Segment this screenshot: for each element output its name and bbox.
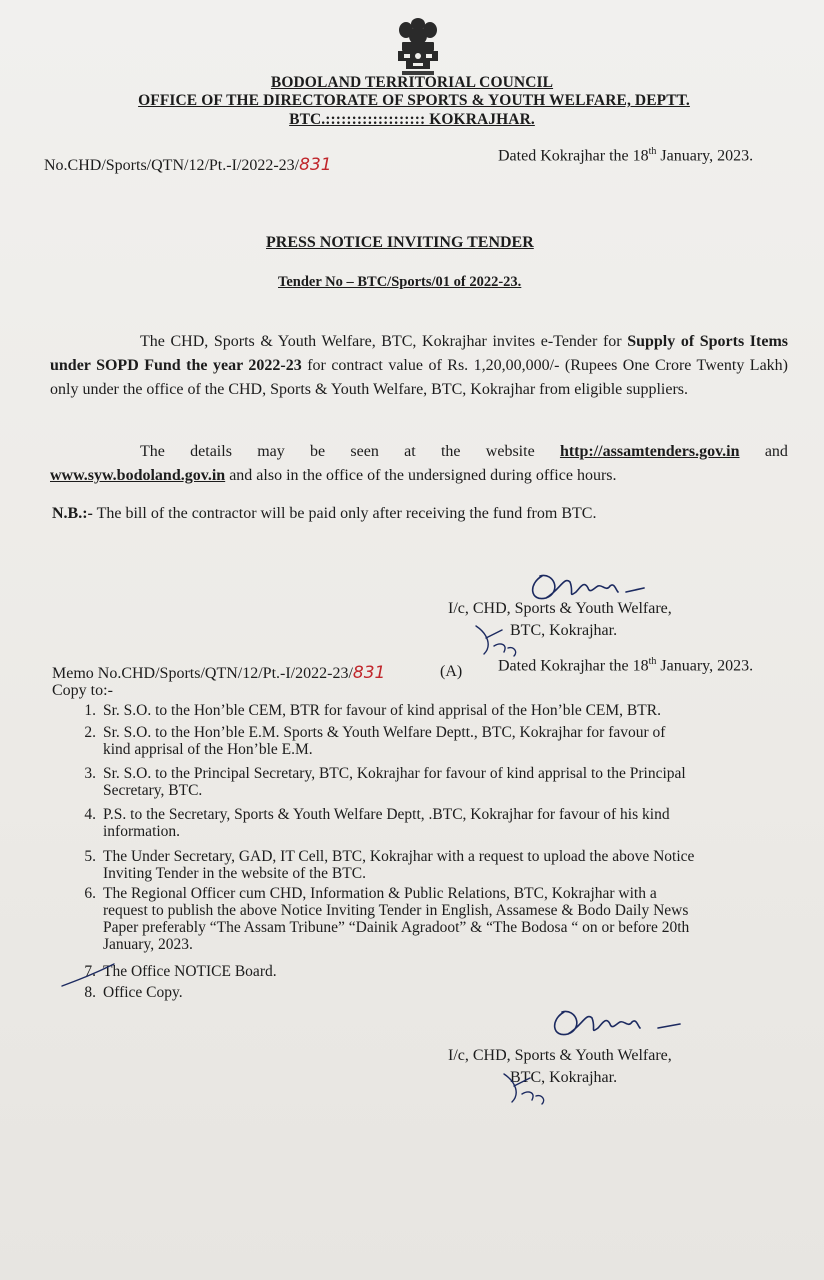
assam-tenders-link[interactable]: http://assamtenders.gov.in [559, 443, 740, 460]
signatory-office: BTC, Kokrajhar. [510, 622, 618, 639]
word: the [440, 443, 461, 460]
word: The [140, 443, 165, 460]
word: seen [350, 443, 379, 460]
memo-date: Dated Kokrajhar the 18th January, 2023. [498, 656, 754, 675]
handwritten-memo-number: 831 [352, 663, 386, 683]
initials-scribble [496, 1064, 566, 1114]
reference-number: No.CHD/Sports/QTN/12/Pt.-I/2022-23/831 [44, 155, 332, 175]
signatory-office: BTC, Kokrajhar. [510, 1069, 618, 1086]
office-name: OFFICE OF THE DIRECTORATE OF SPORTS & YOUTH WELFARE, DEPTT. [138, 92, 690, 109]
signature-scribble [538, 1000, 688, 1050]
syw-bodoland-link[interactable]: www.syw.bodoland.gov.in [50, 467, 226, 484]
signatory-title: I/c, CHD, Sports & Youth Welfare, [448, 1047, 672, 1064]
pen-mark [58, 960, 128, 990]
nb-note: N.B.:- The bill of the contractor will be paid only after receiving the fund from BTC. [52, 505, 597, 522]
handwritten-number: 831 [299, 155, 332, 175]
office-location: BTC.::::::::::::::::::: KOKRAJHAR. [289, 111, 535, 128]
notice-title: PRESS NOTICE INVITING TENDER [266, 234, 534, 251]
document-page: BODOLAND TERRITORIAL COUNCIL OFFICE OF THE DIRECTORATE OF SPORTS & YOUTH WELFARE, DEPTT. BTC.::::::::::::::::::: KOKRAJHAR. No.CHD/Sports/QTN/12/Pt.-I/2022-23/831 Dated Kokrajhar the 18th January, 2023. PRESS NOTICE INVITING TENDER Tender No – BTC/Sports/01 of 2022-23. The CHD, Sports & Youth Welfare, BTC, Kokrajhar invites e-Tender for Supply of Sports Items under SOPD Fund the year 2022-23 for contract value of Rs. 1,20,00,000/- (Rupees One Crore Twenty Lakh) only under the office of the CHD, Sports & Youth Welfare, BTC, Kokrajhar from eligible suppliers. The details may be seen at the website http://assamtenders.gov.in and www.syw.bodoland.gov.in and also in the office of the undersigned during office hours. N.B.:- The bill of the contractor will be paid only after receiving the fund from BTC. I/c, CHD, Sports & Youth Welfare, BTC, Kokrajhar. Memo No.CHD/Sports/QTN/12/Pt.-I/2022-23/831 (A) Dated Kokrajhar the 18th January, 2023. Copy to:- 1. Sr. S.O. to the Hon’ble CEM, BTR for favour of kind apprisal of the Hon’ble CEM, BTR. 2. Sr. S.O. to the Hon’ble E.M. Sports & Youth Welfare Deptt., BTC, Kokrajhar for favour of kind apprisal of the Hon’ble E.M. 3. Sr. S.O. to the Principal Secretary, BTC, Kokrajhar for favour of kind apprisal to the Principal Secretary, BTC. 4. P.S. to the Secretary, Sports & Youth Welfare Deptt, .BTC, Kokrajhar for favour of his kind information. 5. The Under Secretary, GAD, IT Cell, BTC, Kokrajhar with a request to upload the above Notice Inviting Tender in the website of the BTC. 6. The Regional Officer cum CHD, Information & Public Relations, BTC, Kokrajhar with a request to publish the above Notice Inviting Tender in English, Assamese & Bodo Daily News Paper preferably “The Assam Tribune” “Dainik Agradoot” & “The Bodosa “ on or before 20th January, 2023. 7. The Office NOTICE Board. 8. Office Copy. I/c, CHD, Sports & Youth Welfare, BTC, Kokrajhar. [0, 0, 824, 1280]
copy-to-label: Copy to:- [52, 682, 113, 699]
word: at [404, 443, 416, 460]
council-name: BODOLAND TERRITORIAL COUNCIL [270, 74, 554, 91]
word: and [764, 443, 788, 460]
reference-date: Dated Kokrajhar the 18th January, 2023. [498, 146, 754, 165]
word: website [485, 443, 535, 460]
signatory-title: I/c, CHD, Sports & Youth Welfare, [448, 600, 672, 617]
word: details [190, 443, 232, 460]
paragraph-website: The details may be seen at the website http://assamtenders.gov.in and www.syw.bodoland.gov.in and also in the office of the undersigned during office hours. [50, 440, 788, 488]
national-emblem-icon [388, 14, 448, 78]
paragraph-tender-details: The CHD, Sports & Youth Welfare, BTC, Kokrajhar invites e-Tender for Supply of Sports Items under SOPD Fund the year 2022-23 for contract value of Rs. 1,20,00,000/- (Rupees One Crore Twenty Lakh) only under the office of the CHD, Sports & Youth Welfare, BTC, Kokrajhar from eligible suppliers. [50, 333, 788, 398]
word: be [310, 443, 326, 460]
memo-number: Memo No.CHD/Sports/QTN/12/Pt.-I/2022-23/831 [52, 663, 386, 683]
memo-suffix: (A) [440, 663, 463, 680]
word: may [257, 443, 285, 460]
tender-number: Tender No – BTC/Sports/01 of 2022-23. [278, 274, 522, 290]
